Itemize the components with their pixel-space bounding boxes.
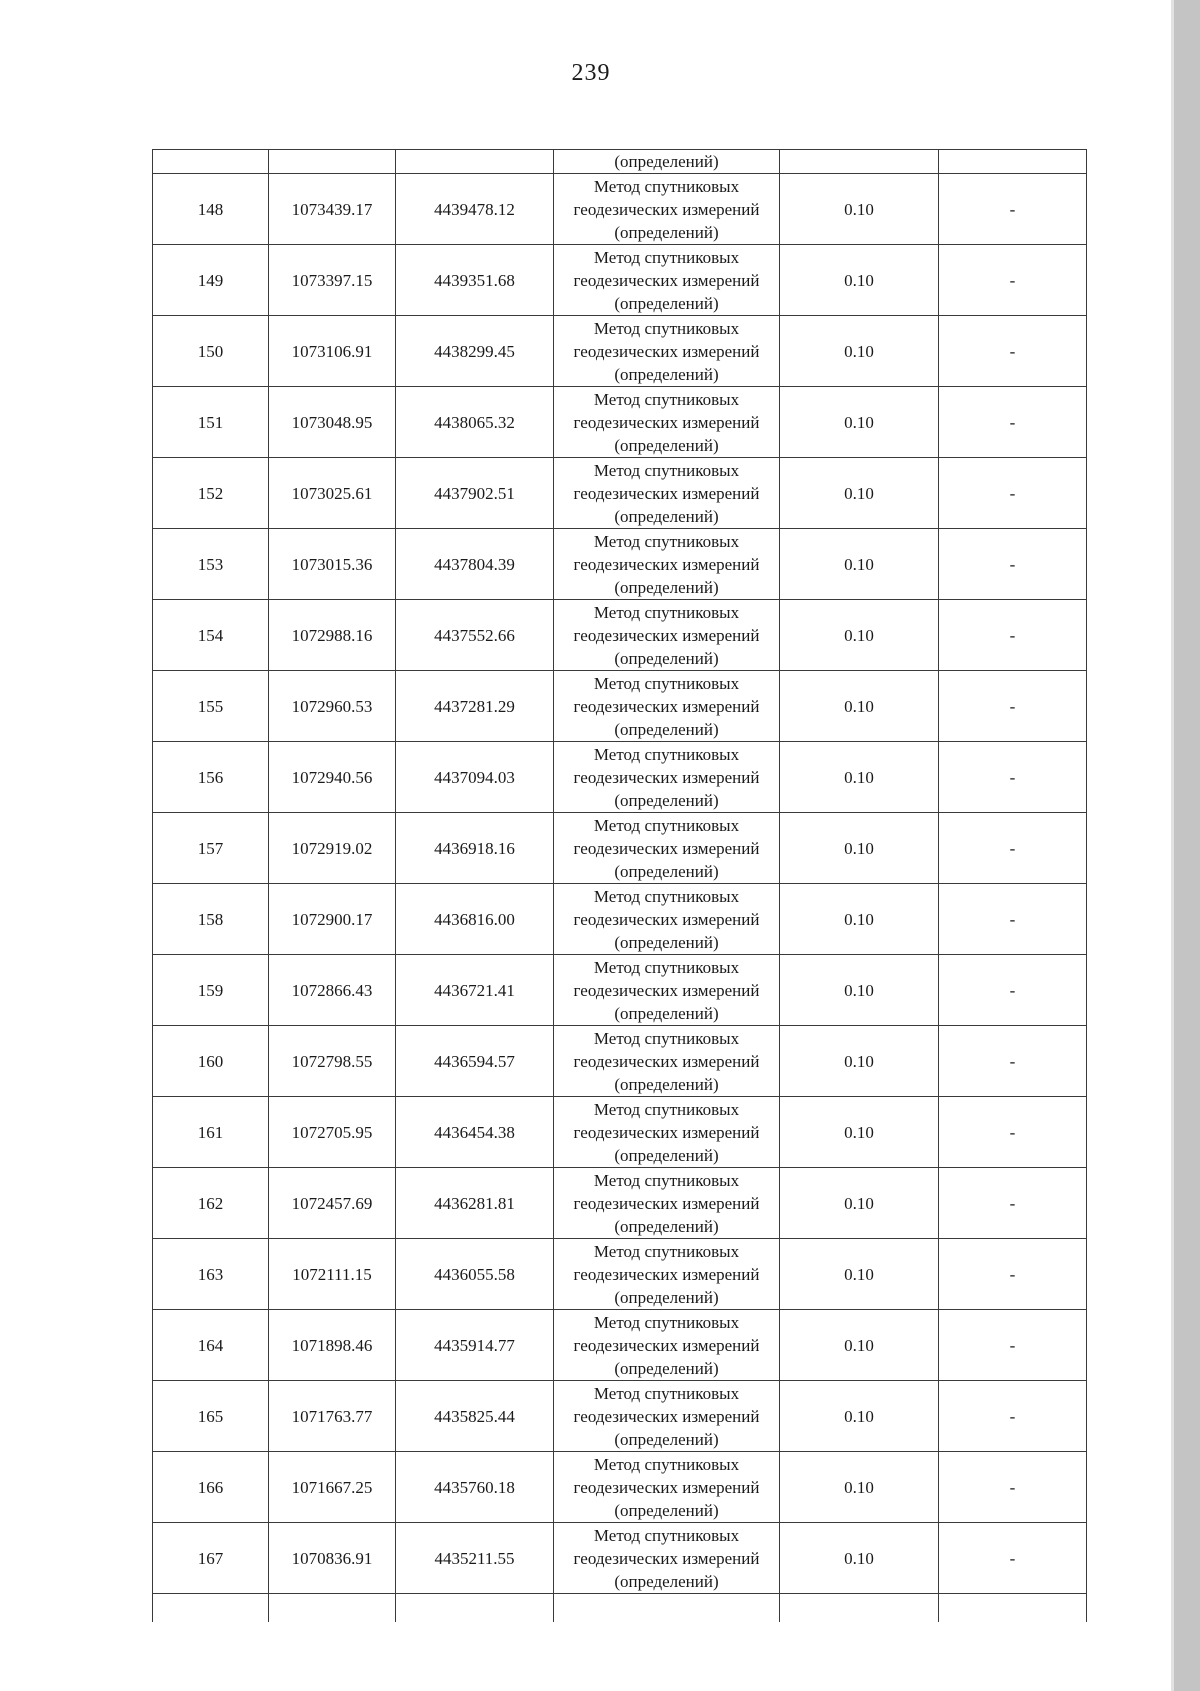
x-coordinate-cell: 1072457.69 bbox=[269, 1168, 396, 1239]
y-coordinate-cell: 4437902.51 bbox=[396, 458, 554, 529]
method-line-3: (определений) bbox=[614, 1074, 719, 1094]
accuracy-cell: 0.10 bbox=[780, 600, 939, 671]
x-coordinate-cell: 1073439.17 bbox=[269, 174, 396, 245]
y-coordinate-cell: 4436918.16 bbox=[396, 813, 554, 884]
continuation-cell bbox=[780, 1594, 939, 1623]
note-cell bbox=[939, 150, 1087, 174]
method-line-1: Метод спутниковых bbox=[593, 1028, 740, 1048]
method-line-1: Метод спутниковых bbox=[593, 389, 740, 409]
coordinates-table-body bbox=[153, 150, 1087, 1623]
method-line-1: Метод спутниковых bbox=[593, 1099, 740, 1119]
y-coordinate-cell: 4437094.03 bbox=[396, 742, 554, 813]
accuracy-cell: 0.10 bbox=[780, 813, 939, 884]
point-number-cell: 150 bbox=[153, 316, 269, 387]
method-line-3: (определений) bbox=[614, 1145, 719, 1165]
note-cell: - bbox=[939, 1523, 1087, 1594]
continuation-cell bbox=[396, 1594, 554, 1623]
table-row bbox=[153, 1097, 1087, 1168]
method-line-1: Метод спутниковых bbox=[593, 1454, 740, 1474]
method-line-1: Метод спутниковых bbox=[593, 531, 740, 551]
method-line-2: геодезических измерений bbox=[573, 412, 760, 432]
x-coordinate-cell: 1071667.25 bbox=[269, 1452, 396, 1523]
note-cell: - bbox=[939, 600, 1087, 671]
note-cell: - bbox=[939, 1168, 1087, 1239]
method-line-2: геодезических измерений bbox=[573, 767, 760, 787]
method-cell bbox=[554, 458, 780, 529]
point-number-cell bbox=[153, 150, 269, 174]
point-number-cell: 166 bbox=[153, 1452, 269, 1523]
table-row bbox=[153, 245, 1087, 316]
y-coordinate-cell: 4436281.81 bbox=[396, 1168, 554, 1239]
accuracy-cell: 0.10 bbox=[780, 316, 939, 387]
method-line-3: (определений) bbox=[614, 577, 719, 597]
continuation-cell bbox=[939, 1594, 1087, 1623]
note-cell: - bbox=[939, 245, 1087, 316]
accuracy-cell: 0.10 bbox=[780, 1168, 939, 1239]
method-line-3: (определений) bbox=[614, 719, 719, 739]
note-cell: - bbox=[939, 884, 1087, 955]
scan-edge bbox=[1174, 0, 1200, 1691]
method-line-2: геодезических измерений bbox=[573, 483, 760, 503]
accuracy-cell: 0.10 bbox=[780, 884, 939, 955]
table-row bbox=[153, 1026, 1087, 1097]
point-number-cell: 163 bbox=[153, 1239, 269, 1310]
method-cell bbox=[554, 813, 780, 884]
continuation-cell bbox=[269, 1594, 396, 1623]
note-cell: - bbox=[939, 529, 1087, 600]
note-cell: - bbox=[939, 742, 1087, 813]
accuracy-cell: 0.10 bbox=[780, 1097, 939, 1168]
method-line-2: геодезических измерений bbox=[573, 980, 760, 1000]
method-line-3: (определений) bbox=[614, 1571, 719, 1591]
table-row bbox=[153, 387, 1087, 458]
method-line-1: Метод спутниковых bbox=[593, 673, 740, 693]
point-number-cell: 160 bbox=[153, 1026, 269, 1097]
accuracy-cell: 0.10 bbox=[780, 742, 939, 813]
table-row bbox=[153, 316, 1087, 387]
method-cell bbox=[554, 387, 780, 458]
y-coordinate-cell: 4436721.41 bbox=[396, 955, 554, 1026]
accuracy-cell bbox=[780, 150, 939, 174]
point-number-cell: 167 bbox=[153, 1523, 269, 1594]
method-cell bbox=[554, 884, 780, 955]
method-line-2: геодезических измерений bbox=[573, 838, 760, 858]
y-coordinate-cell: 4436594.57 bbox=[396, 1026, 554, 1097]
point-number-cell: 151 bbox=[153, 387, 269, 458]
method-cell bbox=[554, 245, 780, 316]
point-number-cell: 156 bbox=[153, 742, 269, 813]
method-line-3: (определений) bbox=[614, 790, 719, 810]
page-number: 239 bbox=[571, 60, 611, 86]
method-line-1: Метод спутниковых bbox=[593, 1241, 740, 1261]
method-cell bbox=[554, 671, 780, 742]
method-line-1: Метод спутниковых bbox=[593, 886, 740, 906]
method-line-3: (определений) bbox=[614, 861, 719, 881]
point-number-cell: 149 bbox=[153, 245, 269, 316]
y-coordinate-cell: 4437804.39 bbox=[396, 529, 554, 600]
x-coordinate-cell: 1072798.55 bbox=[269, 1026, 396, 1097]
note-cell: - bbox=[939, 1381, 1087, 1452]
page-number-container bbox=[0, 60, 1200, 87]
continuation-cell bbox=[554, 1594, 780, 1623]
y-coordinate-cell: 4437552.66 bbox=[396, 600, 554, 671]
method-line-1: Метод спутниковых bbox=[593, 1170, 740, 1190]
coordinates-table bbox=[152, 149, 1087, 1622]
method-cell bbox=[554, 1026, 780, 1097]
point-number-cell: 157 bbox=[153, 813, 269, 884]
x-coordinate-cell: 1072111.15 bbox=[269, 1239, 396, 1310]
x-coordinate-cell bbox=[269, 150, 396, 174]
method-cell bbox=[554, 1097, 780, 1168]
method-line-3: (определений) bbox=[614, 932, 719, 952]
accuracy-cell: 0.10 bbox=[780, 1026, 939, 1097]
method-line-1: Метод спутниковых bbox=[593, 460, 740, 480]
method-cell bbox=[554, 600, 780, 671]
method-line-2: геодезических измерений bbox=[573, 270, 760, 290]
method-cell bbox=[554, 316, 780, 387]
point-number-cell: 148 bbox=[153, 174, 269, 245]
method-line-2: геодезических измерений bbox=[573, 1335, 760, 1355]
continuation-row bbox=[153, 1594, 1087, 1623]
x-coordinate-cell: 1072988.16 bbox=[269, 600, 396, 671]
accuracy-cell: 0.10 bbox=[780, 387, 939, 458]
method-line-1: Метод спутниковых bbox=[593, 318, 740, 338]
point-number-cell: 165 bbox=[153, 1381, 269, 1452]
method-line-2: геодезических измерений bbox=[573, 199, 760, 219]
method-line-2: геодезических измерений bbox=[573, 1477, 760, 1497]
note-cell: - bbox=[939, 813, 1087, 884]
note-cell: - bbox=[939, 671, 1087, 742]
point-number-cell: 153 bbox=[153, 529, 269, 600]
method-line-2: геодезических измерений bbox=[573, 1193, 760, 1213]
table-row bbox=[153, 529, 1087, 600]
method-line-2: геодезических измерений bbox=[573, 1264, 760, 1284]
point-number-cell: 154 bbox=[153, 600, 269, 671]
x-coordinate-cell: 1070836.91 bbox=[269, 1523, 396, 1594]
method-line-2: геодезических измерений bbox=[573, 1051, 760, 1071]
note-cell: - bbox=[939, 1097, 1087, 1168]
method-line-3: (определений) bbox=[614, 222, 719, 242]
method-cell bbox=[554, 1452, 780, 1523]
y-coordinate-cell: 4436055.58 bbox=[396, 1239, 554, 1310]
x-coordinate-cell: 1073048.95 bbox=[269, 387, 396, 458]
method-cell bbox=[554, 1168, 780, 1239]
table-row bbox=[153, 1452, 1087, 1523]
method-line-3: (определений) bbox=[614, 1287, 719, 1307]
x-coordinate-cell: 1072900.17 bbox=[269, 884, 396, 955]
point-number-cell: 161 bbox=[153, 1097, 269, 1168]
x-coordinate-cell: 1073025.61 bbox=[269, 458, 396, 529]
y-coordinate-cell: 4438299.45 bbox=[396, 316, 554, 387]
table-row bbox=[153, 742, 1087, 813]
continued-row bbox=[153, 150, 1087, 174]
method-line-3: (определений) bbox=[614, 293, 719, 313]
method-line-2: геодезических измерений bbox=[573, 554, 760, 574]
accuracy-cell: 0.10 bbox=[780, 671, 939, 742]
method-line-3: (определений) bbox=[614, 1500, 719, 1520]
method-line-2: геодезических измерений bbox=[573, 625, 760, 645]
note-cell: - bbox=[939, 1310, 1087, 1381]
table-row bbox=[153, 458, 1087, 529]
x-coordinate-cell: 1072940.56 bbox=[269, 742, 396, 813]
method-line-1: Метод спутниковых bbox=[593, 602, 740, 622]
y-coordinate-cell: 4435825.44 bbox=[396, 1381, 554, 1452]
y-coordinate-cell: 4436816.00 bbox=[396, 884, 554, 955]
table-row bbox=[153, 955, 1087, 1026]
method-cell bbox=[554, 150, 780, 174]
method-line-1: Метод спутниковых bbox=[593, 1525, 740, 1545]
y-coordinate-cell bbox=[396, 150, 554, 174]
method-line-1: Метод спутниковых bbox=[593, 176, 740, 196]
table-row bbox=[153, 1381, 1087, 1452]
note-cell: - bbox=[939, 1026, 1087, 1097]
method-cell bbox=[554, 1381, 780, 1452]
method-line-1: Метод спутниковых bbox=[593, 815, 740, 835]
table-row bbox=[153, 174, 1087, 245]
point-number-cell: 155 bbox=[153, 671, 269, 742]
method-line-3: (определений) bbox=[614, 1216, 719, 1236]
accuracy-cell: 0.10 bbox=[780, 1381, 939, 1452]
note-cell: - bbox=[939, 955, 1087, 1026]
method-line-3: (определений) bbox=[614, 151, 719, 171]
method-line-3: (определений) bbox=[614, 1003, 719, 1023]
method-line-3: (определений) bbox=[614, 435, 719, 455]
method-line-2: геодезических измерений bbox=[573, 909, 760, 929]
accuracy-cell: 0.10 bbox=[780, 1310, 939, 1381]
method-cell bbox=[554, 174, 780, 245]
note-cell: - bbox=[939, 458, 1087, 529]
method-line-1: Метод спутниковых bbox=[593, 247, 740, 267]
method-cell bbox=[554, 1239, 780, 1310]
y-coordinate-cell: 4439478.12 bbox=[396, 174, 554, 245]
method-line-2: геодезических измерений bbox=[573, 1406, 760, 1426]
y-coordinate-cell: 4437281.29 bbox=[396, 671, 554, 742]
method-line-3: (определений) bbox=[614, 648, 719, 668]
method-line-3: (определений) bbox=[614, 364, 719, 384]
method-line-1: Метод спутниковых bbox=[593, 957, 740, 977]
table-row bbox=[153, 1239, 1087, 1310]
point-number-cell: 162 bbox=[153, 1168, 269, 1239]
accuracy-cell: 0.10 bbox=[780, 1523, 939, 1594]
accuracy-cell: 0.10 bbox=[780, 955, 939, 1026]
method-cell bbox=[554, 1310, 780, 1381]
method-line-3: (определений) bbox=[614, 1429, 719, 1449]
table-row bbox=[153, 671, 1087, 742]
continuation-cell bbox=[153, 1594, 269, 1623]
table-row bbox=[153, 1523, 1087, 1594]
method-line-1: Метод спутниковых bbox=[593, 1383, 740, 1403]
accuracy-cell: 0.10 bbox=[780, 1452, 939, 1523]
point-number-cell: 159 bbox=[153, 955, 269, 1026]
note-cell: - bbox=[939, 1452, 1087, 1523]
accuracy-cell: 0.10 bbox=[780, 458, 939, 529]
point-number-cell: 158 bbox=[153, 884, 269, 955]
table-row bbox=[153, 813, 1087, 884]
method-cell bbox=[554, 529, 780, 600]
accuracy-cell: 0.10 bbox=[780, 174, 939, 245]
method-line-3: (определений) bbox=[614, 1358, 719, 1378]
table-row bbox=[153, 600, 1087, 671]
y-coordinate-cell: 4439351.68 bbox=[396, 245, 554, 316]
x-coordinate-cell: 1073015.36 bbox=[269, 529, 396, 600]
x-coordinate-cell: 1073106.91 bbox=[269, 316, 396, 387]
y-coordinate-cell: 4435760.18 bbox=[396, 1452, 554, 1523]
y-coordinate-cell: 4436454.38 bbox=[396, 1097, 554, 1168]
table-row bbox=[153, 884, 1087, 955]
note-cell: - bbox=[939, 174, 1087, 245]
y-coordinate-cell: 4435211.55 bbox=[396, 1523, 554, 1594]
point-number-cell: 152 bbox=[153, 458, 269, 529]
note-cell: - bbox=[939, 387, 1087, 458]
method-cell bbox=[554, 742, 780, 813]
accuracy-cell: 0.10 bbox=[780, 1239, 939, 1310]
method-line-3: (определений) bbox=[614, 506, 719, 526]
method-line-1: Метод спутниковых bbox=[593, 1312, 740, 1332]
x-coordinate-cell: 1072866.43 bbox=[269, 955, 396, 1026]
x-coordinate-cell: 1072960.53 bbox=[269, 671, 396, 742]
x-coordinate-cell: 1071763.77 bbox=[269, 1381, 396, 1452]
note-cell: - bbox=[939, 1239, 1087, 1310]
note-cell: - bbox=[939, 316, 1087, 387]
x-coordinate-cell: 1072919.02 bbox=[269, 813, 396, 884]
method-line-2: геодезических измерений bbox=[573, 341, 760, 361]
point-number-cell: 164 bbox=[153, 1310, 269, 1381]
method-line-1: Метод спутниковых bbox=[593, 744, 740, 764]
method-line-2: геодезических измерений bbox=[573, 1122, 760, 1142]
table-row bbox=[153, 1310, 1087, 1381]
x-coordinate-cell: 1071898.46 bbox=[269, 1310, 396, 1381]
table-row bbox=[153, 1168, 1087, 1239]
method-cell bbox=[554, 955, 780, 1026]
y-coordinate-cell: 4435914.77 bbox=[396, 1310, 554, 1381]
y-coordinate-cell: 4438065.32 bbox=[396, 387, 554, 458]
method-cell bbox=[554, 1523, 780, 1594]
x-coordinate-cell: 1073397.15 bbox=[269, 245, 396, 316]
method-line-2: геодезических измерений bbox=[573, 696, 760, 716]
method-line-2: геодезических измерений bbox=[573, 1548, 760, 1568]
x-coordinate-cell: 1072705.95 bbox=[269, 1097, 396, 1168]
accuracy-cell: 0.10 bbox=[780, 245, 939, 316]
accuracy-cell: 0.10 bbox=[780, 529, 939, 600]
